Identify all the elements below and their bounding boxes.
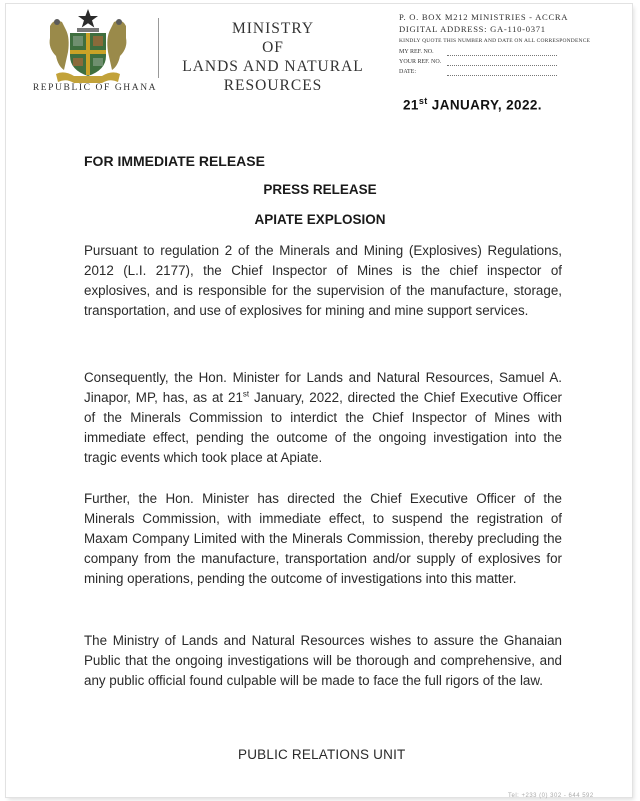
republic-of-ghana-label: REPUBLIC OF GHANA (32, 83, 158, 93)
your-ref-label: YOUR REF. NO. (399, 59, 442, 65)
ministry-line: LANDS AND NATURAL (182, 58, 364, 75)
my-ref-field (399, 49, 634, 56)
ministry-line: MINISTRY (231, 20, 315, 37)
public-relations-unit: PUBLIC RELATIONS UNIT (238, 747, 406, 762)
my-ref-dotted-line (447, 49, 557, 56)
date-dotted-line (447, 69, 557, 76)
ordinal-suffix: st (242, 389, 250, 399)
telephone-footer: Tel: +233 (0) 302 - 644 592 (508, 793, 594, 799)
date-field (399, 69, 634, 76)
po-box-line: P. O. BOX M212 MINISTRIES - ACCRA (399, 12, 569, 22)
document-title: APIATE EXPLOSION (254, 212, 386, 227)
my-ref-label: MY REF. NO. (399, 49, 434, 55)
ministry-line: RESOURCES (223, 77, 323, 94)
paragraph-interdiction (84, 368, 562, 468)
your-ref-dotted-line (447, 59, 557, 66)
ministry-line: OF (262, 39, 284, 56)
for-immediate-release: FOR IMMEDIATE RELEASE (84, 153, 265, 169)
date-label: DATE: (399, 69, 416, 75)
paragraph-regulation: Pursuant to regulation 2 of the Minerals and Mining (Explosives) Regulations, 2012 (L.I. 2177), the Chief Inspector of Mines is the chief inspector of explosives, and is responsible for the supervision of the manufacture, storage, transportation, and use of explosives for mining and mine support services. (84, 243, 562, 318)
digital-address-line: DIGITAL ADDRESS: GA-110-0371 (399, 24, 546, 34)
paragraph-assurance: The Ministry of Lands and Natural Resources wishes to assure the Ghanaian Public that the ongoing investigations will be thorough and comprehensive, and any public official found culpable will be made to face the full rigors of the law. (84, 633, 562, 688)
address-block (399, 11, 634, 76)
letterhead-divider (158, 18, 159, 78)
quote-note: KINDLY QUOTE THIS NUMBER AND DATE ON ALL CORRESPONDENCE (399, 38, 591, 44)
paragraph-text: Consequently, the Hon. Minister for Lands and Natural Resources, Samuel A. Jinapor, MP, has, as at 21 (84, 370, 562, 405)
paragraph-suspension: Further, the Hon. Minister has directed the Chief Executive Officer of the Minerals Commission, with immediate effect, to suspend the registration of Maxam Company Limited with the Minerals Commission, thereby precluding the company from the manufacture, transportation and/or supply of explosives for mining operations, pending the outcome of investigations into this matter. (84, 491, 562, 586)
date-suffix: st (418, 96, 428, 106)
your-ref-field (399, 59, 634, 66)
ministry-name (168, 19, 378, 95)
paragraph-text: January, 2022, directed the Chief Executive Officer of the Minerals Commission to interdict the Chief Inspector of Mines with immediate effect, pending the outcome of the ongoing investigation into the tragic events which took place at Apiate. (84, 390, 562, 465)
letter-date (403, 96, 542, 113)
date-day: 21 (403, 97, 419, 113)
press-release-heading: PRESS RELEASE (263, 182, 377, 197)
ghana-coat-of-arms-icon (44, 8, 132, 86)
date-rest: JANUARY, 2022. (427, 97, 542, 113)
